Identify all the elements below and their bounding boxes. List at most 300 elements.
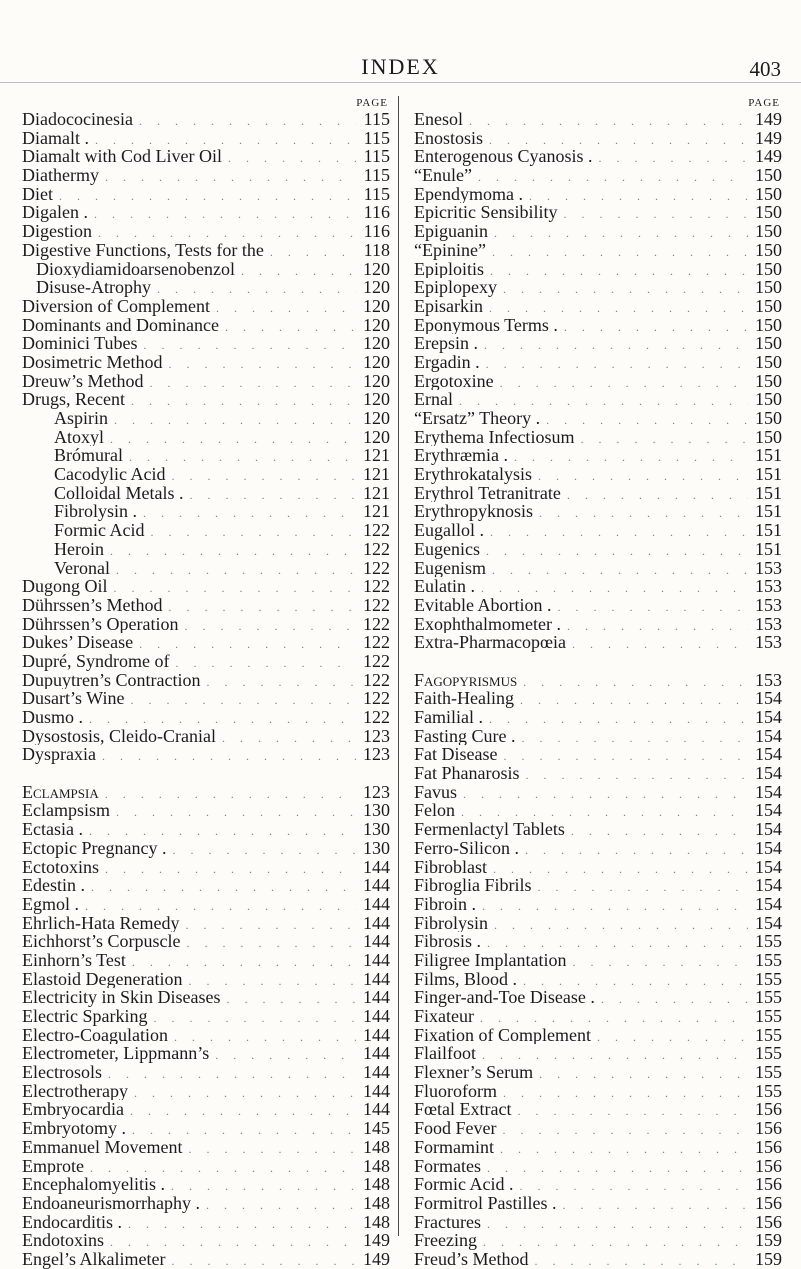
dot-leader xyxy=(519,841,748,858)
index-entry xyxy=(22,316,390,335)
dot-leader xyxy=(138,336,356,353)
index-term: Embryocardia xyxy=(22,1100,124,1120)
index-page-number: 144 xyxy=(363,969,390,989)
index-page-number: 155 xyxy=(755,950,782,970)
dot-leader xyxy=(104,1233,356,1250)
index-entry xyxy=(22,970,390,989)
index-term: Ergadin . xyxy=(414,352,480,372)
index-term: Diversion of Complement xyxy=(22,296,210,316)
index-term: Fat Disease xyxy=(414,745,498,765)
index-entry xyxy=(414,372,782,391)
index-page-number: 149 xyxy=(755,128,782,148)
index-term: “Enule” xyxy=(414,166,472,185)
index-entry xyxy=(414,858,782,877)
dot-leader xyxy=(486,561,748,578)
index-page-number: 144 xyxy=(363,1081,390,1101)
index-page-number: 120 xyxy=(363,371,390,391)
index-page-number: 123 xyxy=(363,745,390,765)
dot-leader xyxy=(166,841,356,858)
dot-leader xyxy=(488,224,748,241)
index-term: Formic Acid . xyxy=(414,1175,514,1194)
index-term: Dosimetric Method xyxy=(22,352,163,372)
index-page-number: 156 xyxy=(755,1137,782,1157)
dot-leader xyxy=(497,280,748,297)
index-entry xyxy=(414,1194,782,1213)
index-entry xyxy=(22,446,390,465)
index-entry xyxy=(414,596,782,615)
index-entry xyxy=(22,409,390,428)
index-term: Disuse-Atrophy xyxy=(36,278,151,297)
index-term: Dührssen’s Method xyxy=(22,595,163,615)
dot-leader xyxy=(169,654,356,671)
dot-leader xyxy=(222,149,356,166)
index-term: Fixateur xyxy=(414,1007,474,1026)
index-entry xyxy=(22,1231,390,1250)
index-page-number: 155 xyxy=(755,1025,782,1045)
index-term: Faith-Healing xyxy=(414,689,514,708)
index-page-number: 118 xyxy=(363,240,390,260)
index-entry xyxy=(414,1119,782,1138)
dot-leader xyxy=(494,374,748,391)
index-term: Fibroblast xyxy=(414,857,488,877)
index-entry xyxy=(22,951,390,970)
index-term: Electrosols xyxy=(22,1063,102,1082)
page-column-label: PAGE xyxy=(356,97,388,109)
index-page-number: 154 xyxy=(755,782,782,802)
index-term: Engel’s Alkalimeter xyxy=(22,1249,166,1269)
dot-leader xyxy=(53,187,356,204)
index-term: Erythræmia . xyxy=(414,446,508,466)
index-entry xyxy=(414,689,782,708)
dot-leader xyxy=(123,448,356,465)
index-term: Ehrlich-Hata Remedy xyxy=(22,913,180,933)
index-term: Fat Phanarosis xyxy=(414,764,520,783)
dot-leader xyxy=(508,448,748,465)
index-entry xyxy=(414,1100,782,1119)
index-term: Dominici Tubes xyxy=(22,334,138,353)
index-page-number: 154 xyxy=(755,689,782,708)
dot-leader xyxy=(151,280,356,297)
index-entry xyxy=(414,166,782,185)
index-entry xyxy=(414,745,782,764)
index-entry xyxy=(414,559,782,578)
index-entry xyxy=(22,147,390,166)
index-page-number: 115 xyxy=(363,128,390,148)
index-entry xyxy=(414,465,782,484)
index-entry xyxy=(22,297,390,316)
dot-leader xyxy=(481,934,748,951)
index-entry xyxy=(414,876,782,895)
dot-leader xyxy=(264,243,356,260)
index-entry xyxy=(22,1138,390,1157)
index-page-number: 115 xyxy=(363,184,390,204)
index-entry xyxy=(414,988,782,1007)
index-term: Electric Sparking xyxy=(22,1007,148,1026)
dot-leader xyxy=(163,598,357,615)
dot-leader xyxy=(180,934,356,951)
dot-leader xyxy=(523,187,748,204)
index-entry xyxy=(414,1213,782,1232)
index-term: Filigree Implantation xyxy=(414,950,567,970)
index-entry xyxy=(22,372,390,391)
index-entry xyxy=(414,334,782,353)
index-entry xyxy=(414,839,782,858)
index-page-number: 120 xyxy=(363,315,390,335)
dot-leader xyxy=(96,747,356,764)
index-entry xyxy=(414,577,782,596)
index-entry xyxy=(414,390,782,409)
index-page-number: 154 xyxy=(755,745,782,765)
index-page-number: 122 xyxy=(363,539,390,559)
index-page-number: 151 xyxy=(755,446,782,466)
index-entry xyxy=(22,1157,390,1176)
index-term: Epiplopexy xyxy=(414,278,497,297)
index-page-number: 151 xyxy=(755,539,782,559)
dot-leader xyxy=(99,785,356,802)
index-term: Electro-Coagulation xyxy=(22,1025,168,1045)
dot-leader xyxy=(178,617,356,634)
index-entry xyxy=(22,428,390,447)
dot-leader xyxy=(486,243,748,260)
index-entry xyxy=(414,727,782,746)
header-rule xyxy=(0,82,801,83)
index-entry xyxy=(414,783,782,802)
index-gap xyxy=(414,652,782,671)
index-entry xyxy=(414,241,782,260)
index-page-number: 123 xyxy=(363,726,390,746)
index-page-number: 150 xyxy=(755,390,782,409)
index-page-number: 122 xyxy=(363,689,390,708)
index-page-number: 153 xyxy=(755,633,782,652)
dot-leader xyxy=(483,710,748,727)
index-page-number: 120 xyxy=(363,409,390,428)
dot-leader xyxy=(540,411,748,428)
index-entry xyxy=(22,858,390,877)
index-page-number: 122 xyxy=(363,558,390,578)
index-term: Extra-Pharmacopœia xyxy=(414,633,566,652)
index-page-number: 149 xyxy=(363,1231,390,1250)
index-term: Eclampsia xyxy=(22,782,99,802)
dot-leader xyxy=(592,149,748,166)
dot-leader xyxy=(487,860,748,877)
index-term: Enesol xyxy=(414,110,463,129)
dot-leader xyxy=(488,916,748,933)
index-term: Erythrol Tetranitrate xyxy=(414,483,561,503)
index-page-number: 150 xyxy=(755,352,782,372)
dot-leader xyxy=(182,1140,356,1157)
index-entry xyxy=(414,914,782,933)
index-page-number: 153 xyxy=(755,614,782,634)
index-term: Digalen . xyxy=(22,203,88,223)
index-page-number: 151 xyxy=(755,502,782,522)
index-entry xyxy=(22,1250,390,1269)
index-term: Emmanuel Movement xyxy=(22,1137,183,1157)
index-page-number: 155 xyxy=(755,988,782,1007)
index-term: Diathermy xyxy=(22,166,99,185)
index-page-number: 122 xyxy=(363,708,390,727)
index-page-number: 154 xyxy=(755,801,782,821)
dot-leader xyxy=(455,803,748,820)
dot-leader xyxy=(89,131,356,148)
index-term: Encephalomyelitis . xyxy=(22,1175,165,1194)
index-page-number: 121 xyxy=(363,465,390,484)
index-entry xyxy=(414,932,782,951)
index-entry xyxy=(22,820,390,839)
index-entry xyxy=(414,147,782,166)
index-page-number: 120 xyxy=(363,278,390,297)
page-column-label: PAGE xyxy=(748,97,780,109)
index-term: Cacodylic Acid xyxy=(54,465,166,484)
index-entry xyxy=(22,1007,390,1026)
index-page-number: 154 xyxy=(755,857,782,877)
index-entry xyxy=(414,185,782,204)
dot-leader xyxy=(168,1028,356,1045)
index-entry xyxy=(22,559,390,578)
index-page-number: 154 xyxy=(755,894,782,914)
dot-leader xyxy=(110,803,356,820)
index-page-number: 121 xyxy=(363,483,390,503)
index-page-number: 150 xyxy=(755,334,782,353)
index-entry xyxy=(414,446,782,465)
index-page-number: 144 xyxy=(363,950,390,970)
index-term: Digestion xyxy=(22,222,92,241)
index-entry xyxy=(414,671,782,690)
index-page-number: 144 xyxy=(363,894,390,914)
dot-leader xyxy=(480,542,748,559)
index-entry xyxy=(414,1026,782,1045)
index-page-number: 120 xyxy=(363,390,390,409)
index-page-number: 149 xyxy=(755,147,782,167)
index-entry xyxy=(414,316,782,335)
index-entry xyxy=(22,727,390,746)
dot-leader xyxy=(474,1009,748,1026)
index-term: Endoaneurismorrhaphy . xyxy=(22,1193,200,1213)
index-term: Ependymoma . xyxy=(414,184,523,204)
dot-leader xyxy=(137,504,356,521)
index-page-number: 150 xyxy=(755,296,782,316)
index-entry xyxy=(414,1231,782,1250)
index-term: Fractures xyxy=(414,1212,481,1232)
index-entry xyxy=(414,278,782,297)
dot-leader xyxy=(516,729,749,746)
dot-leader xyxy=(476,897,748,914)
index-term: Epiguanin xyxy=(414,222,488,241)
page-title: INDEX xyxy=(361,54,440,79)
dot-leader xyxy=(483,131,748,148)
index-page-number: 150 xyxy=(755,427,782,447)
index-entry xyxy=(22,671,390,690)
dot-leader xyxy=(529,1252,749,1269)
index-term: Eugenics xyxy=(414,539,480,559)
index-page-number: 156 xyxy=(755,1212,782,1232)
dot-leader xyxy=(453,392,748,409)
index-page-number: 121 xyxy=(363,446,390,466)
index-entry xyxy=(22,166,390,185)
index-entry xyxy=(414,1044,782,1063)
index-term: Formitrol Pastilles . xyxy=(414,1193,557,1213)
index-page-number: 148 xyxy=(363,1193,390,1213)
dot-leader xyxy=(147,1009,356,1026)
index-term: Films, Blood . xyxy=(414,969,518,989)
dot-leader xyxy=(179,916,356,933)
index-term: Diet xyxy=(22,184,53,204)
index-entry xyxy=(22,652,390,671)
index-term: Eclampsism xyxy=(22,801,110,821)
index-entry xyxy=(22,1063,390,1082)
index-entry xyxy=(414,203,782,222)
index-page-number: 155 xyxy=(755,1063,782,1082)
index-column-right xyxy=(414,96,782,1269)
dot-leader xyxy=(104,542,356,559)
index-page-number: 144 xyxy=(363,932,390,951)
index-term: Finger-and-Toe Disease . xyxy=(414,988,595,1007)
index-term: Epiploitis xyxy=(414,259,485,279)
index-term: Fœtal Extract xyxy=(414,1100,512,1120)
index-term: Fluoroform xyxy=(414,1081,497,1101)
index-page-number: 155 xyxy=(755,969,782,989)
index-page-number: 150 xyxy=(755,240,782,260)
index-entry xyxy=(22,708,390,727)
dot-leader xyxy=(124,1102,356,1119)
index-entry xyxy=(414,1250,782,1269)
index-page-number: 144 xyxy=(363,1025,390,1045)
index-page-number: 156 xyxy=(755,1100,782,1120)
index-entry xyxy=(22,633,390,652)
index-entry xyxy=(414,708,782,727)
index-entry xyxy=(414,764,782,783)
index-page-number: 154 xyxy=(755,726,782,746)
index-term: Dupuytren’s Contraction xyxy=(22,670,201,690)
index-page-number: 116 xyxy=(363,222,390,241)
dot-leader xyxy=(235,262,356,279)
dot-leader xyxy=(184,486,357,503)
index-entry xyxy=(22,465,390,484)
index-term: Electricity in Skin Diseases xyxy=(22,988,221,1007)
index-page-number: 130 xyxy=(363,801,390,821)
dot-leader xyxy=(126,1121,356,1138)
index-term: Dominants and Dominance xyxy=(22,315,219,335)
index-entry xyxy=(414,970,782,989)
dot-leader xyxy=(484,523,748,540)
index-term: Dührssen’s Operation xyxy=(22,614,179,634)
index-term: Evitable Abortion . xyxy=(414,595,552,615)
index-term: Veronal xyxy=(54,558,110,578)
index-term: Flailfoot xyxy=(414,1044,476,1064)
index-entry xyxy=(22,1100,390,1119)
index-term: Exophthalmometer . xyxy=(414,614,561,634)
index-page-number: 156 xyxy=(755,1193,782,1213)
index-page-number: 153 xyxy=(755,558,782,578)
index-page-number: 144 xyxy=(363,1044,390,1064)
index-entry xyxy=(22,129,390,148)
dot-leader xyxy=(182,972,356,989)
dot-leader xyxy=(200,673,356,690)
index-page-number: 144 xyxy=(363,857,390,877)
index-entry xyxy=(22,596,390,615)
dot-leader xyxy=(220,990,356,1007)
dot-leader xyxy=(484,262,748,279)
dot-leader xyxy=(532,467,748,484)
dot-leader xyxy=(110,561,356,578)
dot-leader xyxy=(497,747,748,764)
index-term: Formates xyxy=(414,1156,481,1176)
index-term: Dukes’ Disease xyxy=(22,633,134,652)
index-term: Fibrosis . xyxy=(414,932,482,951)
dot-leader xyxy=(494,1140,748,1157)
index-term: Dioxydiamidoarsenobenzol xyxy=(36,259,235,279)
index-term: Emprote xyxy=(22,1156,84,1176)
index-entry xyxy=(22,745,390,764)
index-entry xyxy=(22,185,390,204)
dot-leader xyxy=(219,318,356,335)
index-page-number: 159 xyxy=(755,1249,782,1269)
index-term: Dusmo . xyxy=(22,708,84,727)
dot-leader xyxy=(595,990,748,1007)
index-entry xyxy=(22,1044,390,1063)
index-term: Flexner’s Serum xyxy=(414,1063,534,1082)
index-page-number: 156 xyxy=(755,1119,782,1138)
index-entry xyxy=(22,278,390,297)
dot-leader xyxy=(557,1196,748,1213)
index-page-number: 122 xyxy=(363,595,390,615)
dot-leader xyxy=(481,1159,748,1176)
index-term: Electrotherapy xyxy=(22,1081,128,1101)
index-entry xyxy=(22,222,390,241)
index-entry xyxy=(414,951,782,970)
index-term: Ferro-Silicon . xyxy=(414,838,519,858)
index-page-number: 144 xyxy=(363,1063,390,1082)
index-entry xyxy=(22,876,390,895)
index-term: Fibroin . xyxy=(414,894,477,914)
index-page-number: 155 xyxy=(755,1081,782,1101)
dot-leader xyxy=(532,878,748,895)
index-term: Dreuw’s Method xyxy=(22,371,144,391)
index-term: Enostosis xyxy=(414,128,484,148)
dot-leader xyxy=(517,972,748,989)
dot-leader xyxy=(83,822,356,839)
index-page-number: 150 xyxy=(755,371,782,391)
index-page-number: 120 xyxy=(363,259,390,279)
dot-leader xyxy=(79,897,356,914)
index-entry xyxy=(22,110,390,129)
index-entry xyxy=(22,1026,390,1045)
index-page-number: 150 xyxy=(755,259,782,279)
index-entry xyxy=(414,1082,782,1101)
dot-leader xyxy=(476,1046,748,1063)
index-page-number: 144 xyxy=(363,1100,390,1120)
index-page-number: 115 xyxy=(363,110,390,129)
index-entry xyxy=(22,1175,390,1194)
index-entry xyxy=(22,689,390,708)
dot-leader xyxy=(209,1046,356,1063)
index-entry xyxy=(22,1194,390,1213)
index-term: Dyspraxia xyxy=(22,745,96,765)
index-term: Erythropyknosis xyxy=(414,502,533,522)
dot-leader xyxy=(591,1028,748,1045)
index-entry xyxy=(22,988,390,1007)
dot-leader xyxy=(102,1065,356,1082)
index-term: Endocarditis . xyxy=(22,1212,122,1232)
index-term: Diadococinesia xyxy=(22,110,133,129)
dot-leader xyxy=(463,112,748,129)
index-entry xyxy=(22,203,390,222)
index-term: Fibrolysin xyxy=(414,913,489,933)
index-entry xyxy=(414,895,782,914)
index-entry xyxy=(414,409,782,428)
dot-leader xyxy=(561,486,748,503)
index-page-number: 115 xyxy=(363,166,390,185)
dot-leader xyxy=(566,953,748,970)
